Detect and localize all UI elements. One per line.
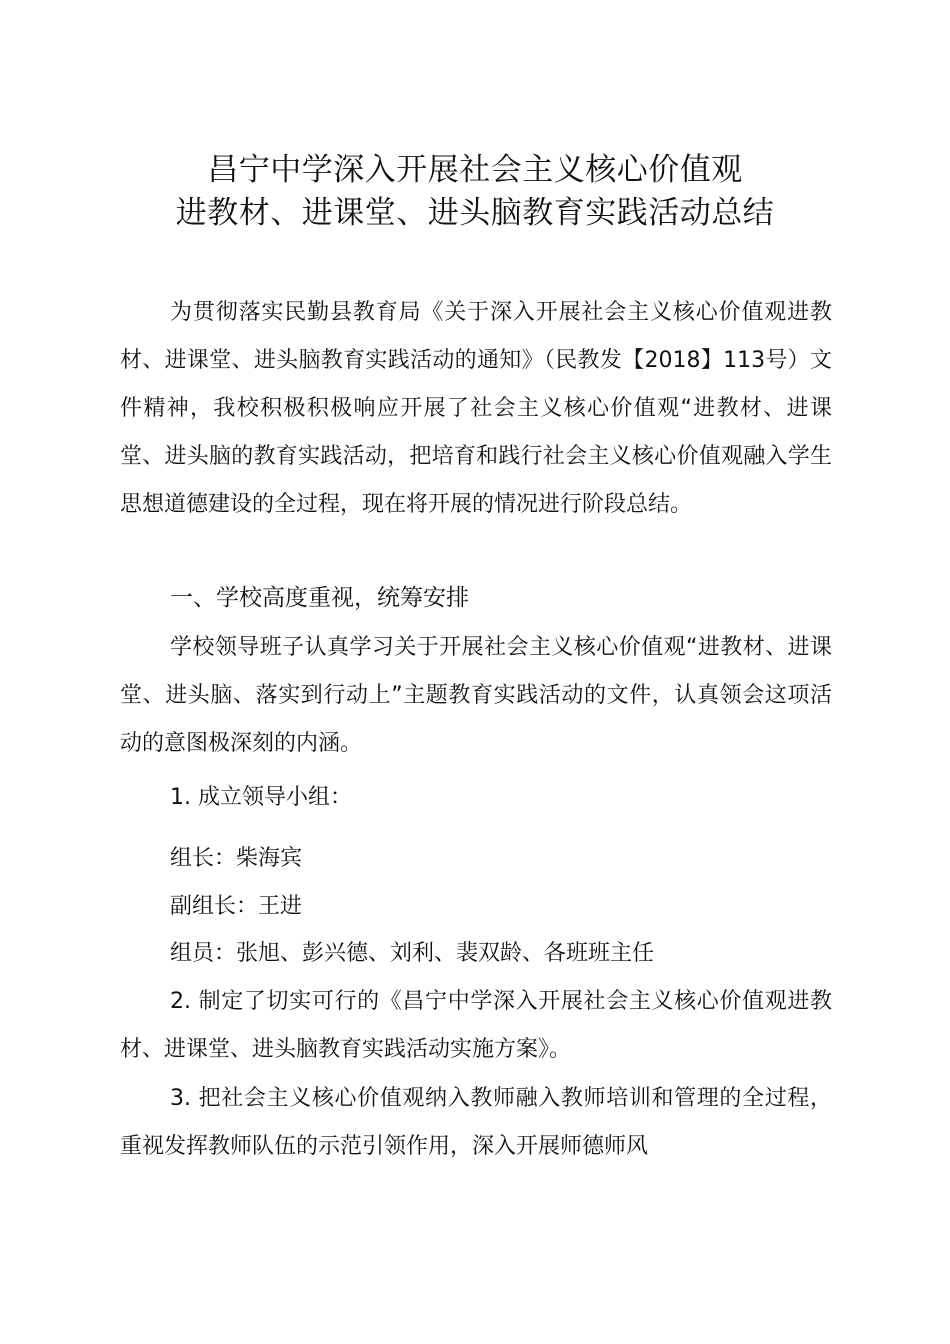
item2-paragraph: 2. 制定了切实可行的《昌宁中学深入开展社会主义核心价值观进教材、进课堂、进头脑教育实践活动实施方案》。: [120, 989, 832, 1062]
item3-paragraph: 3. 把社会主义核心价值观纳入教师融入教师培训和管理的全过程，重视发挥教师队伍的示范引领作用，深入开展师德师风: [120, 1086, 832, 1159]
document-title-line2: 进教材、进课堂、进头脑教育实践活动总结: [175, 195, 775, 231]
section1-paragraph: 学校领导班子认真学习关于开展社会主义核心价值观“进教材、进课堂、进头脑、落实到行动上”主题教育实践活动的文件，认真领会这项活动的意图极深刻的内涵。: [120, 635, 832, 756]
item1-text: 1. 成立领导小组：: [170, 785, 352, 810]
intro-paragraph: 为贯彻落实民勤县教育局《关于深入开展社会主义核心价值观进教材、进课堂、进头脑教育实践活动的通知》（民教发【2018】113号）文件精神，我校积极积极响应开展了社会主义核心价值观“进教材、进课堂、进头脑的教育实践活动，把培育和践行社会主义核心价值观融入学生思想道德建设的全过程，现在将开展的情况进行阶段总结。: [120, 300, 832, 517]
deputy-leader-line: 副组长：王进: [170, 894, 303, 919]
document-title-line1: 昌宁中学深入开展社会主义核心价值观: [207, 152, 743, 188]
section1-heading: 一、学校高度重视，统筹安排: [170, 585, 469, 611]
leader-line: 组长：柴海宾: [170, 846, 303, 871]
members-line: 组员：张旭、彭兴德、刘利、裴双龄、各班班主任: [170, 941, 655, 966]
